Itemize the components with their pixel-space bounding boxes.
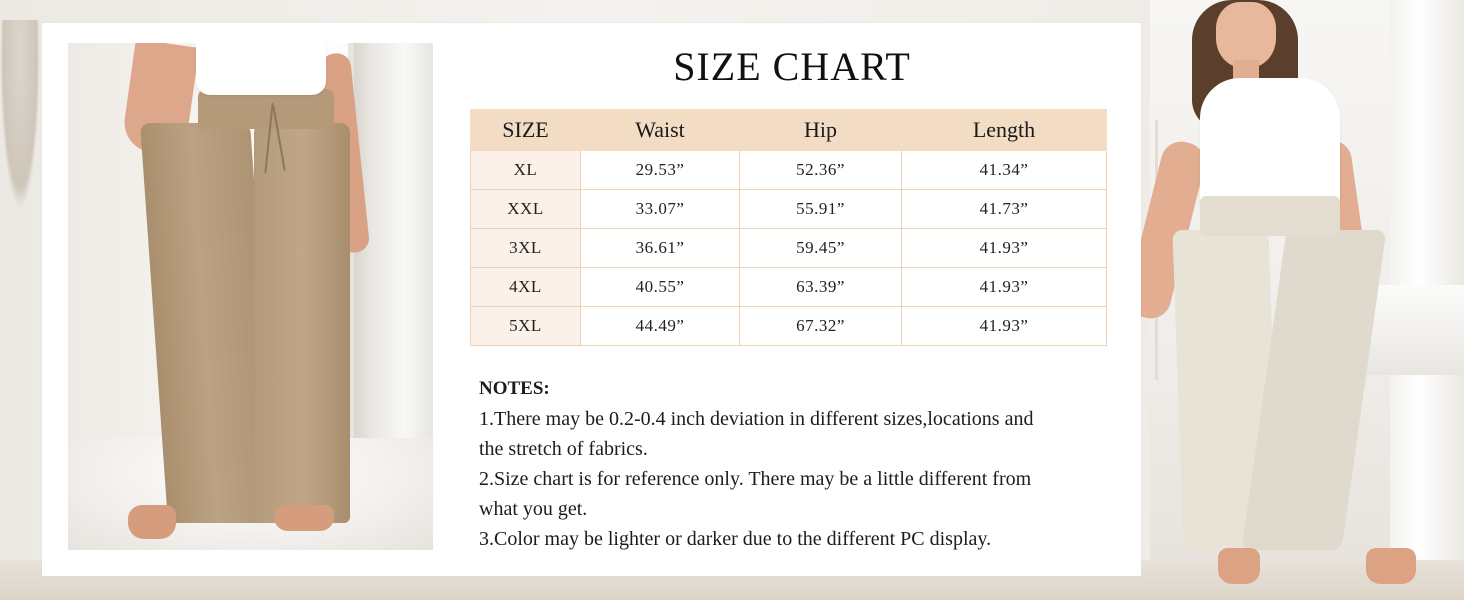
waist-cell: 40.55” [581, 268, 740, 307]
length-cell: 41.93” [902, 229, 1107, 268]
length-cell: 41.93” [902, 307, 1107, 346]
hip-cell: 67.32” [740, 307, 902, 346]
waist-cell: 44.49” [581, 307, 740, 346]
size-cell: 3XL [471, 229, 581, 268]
column-header-waist: Waist [581, 110, 740, 151]
size-cell: XXL [471, 190, 581, 229]
pant-leg-right [254, 123, 350, 523]
plant-decor [0, 20, 40, 210]
waistband [198, 89, 334, 129]
model-white-shirt [1200, 78, 1340, 208]
model-foot-right [1366, 548, 1416, 584]
model-foot-left [1218, 548, 1260, 584]
white-shirt [196, 43, 326, 95]
hip-cell: 55.91” [740, 190, 902, 229]
table-row [471, 268, 1107, 307]
hip-cell: 63.39” [740, 268, 902, 307]
note-line: 2.Size chart is for reference only. There may be a little different from [479, 468, 1032, 490]
model-photo-beige-pants [1130, 0, 1430, 600]
notes-heading: NOTES: [479, 378, 550, 399]
notes-section [479, 374, 1119, 554]
column-header-hip: Hip [740, 110, 902, 151]
table-row [471, 190, 1107, 229]
note-line: what you get. [479, 498, 588, 520]
waist-cell: 29.53” [581, 151, 740, 190]
length-cell: 41.73” [902, 190, 1107, 229]
model-waistband [1200, 196, 1340, 236]
table-row [471, 151, 1107, 190]
note-line: the stretch of fabrics. [479, 438, 648, 460]
waist-cell: 36.61” [581, 229, 740, 268]
length-cell: 41.34” [902, 151, 1107, 190]
size-cell: 4XL [471, 268, 581, 307]
mirror [348, 43, 433, 463]
waist-cell: 33.07” [581, 190, 740, 229]
length-cell: 41.93” [902, 268, 1107, 307]
note-line: 3.Color may be lighter or darker due to the different PC display. [479, 528, 992, 550]
product-photo-khaki-pants [68, 43, 433, 550]
hip-cell: 59.45” [740, 229, 902, 268]
table-row [471, 307, 1107, 346]
size-cell: 5XL [471, 307, 581, 346]
table-row [471, 229, 1107, 268]
column-header-size: SIZE [471, 110, 581, 151]
note-line: 1.There may be 0.2-0.4 inch deviation in different sizes,locations and [479, 408, 1034, 430]
foot-left [128, 505, 176, 539]
size-table [470, 109, 1107, 346]
page-title: SIZE CHART [673, 44, 911, 89]
model-face [1216, 2, 1276, 68]
size-chart-card [42, 23, 1141, 576]
hip-cell: 52.36” [740, 151, 902, 190]
column-header-length: Length [902, 110, 1107, 151]
table-header-row [471, 110, 1107, 151]
size-cell: XL [471, 151, 581, 190]
foot-right [274, 505, 334, 531]
